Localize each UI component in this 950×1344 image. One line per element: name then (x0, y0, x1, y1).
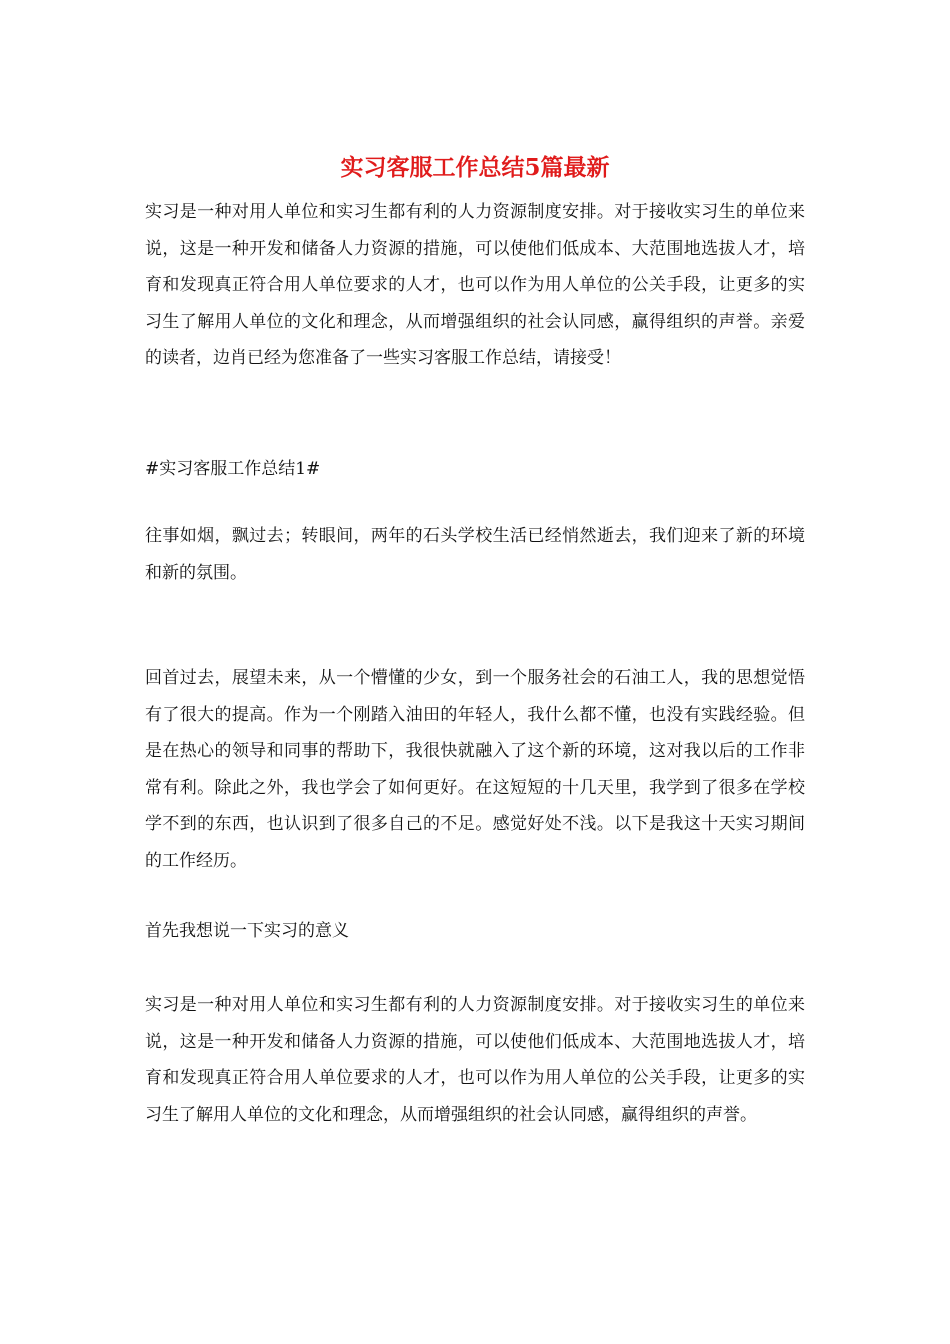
body-paragraph: 实习是一种对用人单位和实习生都有利的人力资源制度安排。对于接收实习生的单位来说，这是一种开发和储备人力资源的措施，可以使他们低成本、大范围地选拔人才，培育和发现真正符合用人单位要求的人才，也可以作为用人单位的公关手段，让更多的实习生了解用人单位的文化和理念，从而增强组织的社会认同感，赢得组织的声誉。 (145, 995, 805, 1125)
section-heading: #实习客服工作总结1# (145, 459, 321, 479)
body-paragraph: 回首过去，展望未来，从一个懵懂的少女，到一个服务社会的石油工人，我的思想觉悟有了很大的提高。作为一个刚踏入油田的年轻人，我什么都不懂，也没有实践经验。但是在热心的领导和同事的帮助下，我很快就融入了这个新的环境，这对我以后的工作非常有利。除此之外，我也学会了如何更好。在这短短的十几天里，我学到了很多在学校学不到的东西，也认识到了很多自己的不足。感觉好处不浅。以下是我这十天实习期间的工作经历。 (145, 668, 805, 871)
body-paragraph: 往事如烟，飘过去；转眼间，两年的石头学校生活已经悄然逝去，我们迎来了新的环境和新的氛围。 (145, 526, 805, 583)
document-title: 实习客服工作总结5篇最新 (340, 154, 610, 181)
intro-paragraph: 实习是一种对用人单位和实习生都有利的人力资源制度安排。对于接收实习生的单位来说，这是一种开发和储备人力资源的措施，可以使他们低成本、大范围地选拔人才，培育和发现真正符合用人单位要求的人才，也可以作为用人单位的公关手段，让更多的实习生了解用人单位的文化和理念，从而增强组织的社会认同感，赢得组织的声誉。亲爱的读者，边肖已经为您准备了一些实习客服工作总结，请接受！ (145, 202, 805, 369)
subheading-paragraph: 首先我想说一下实习的意义 (145, 921, 349, 941)
